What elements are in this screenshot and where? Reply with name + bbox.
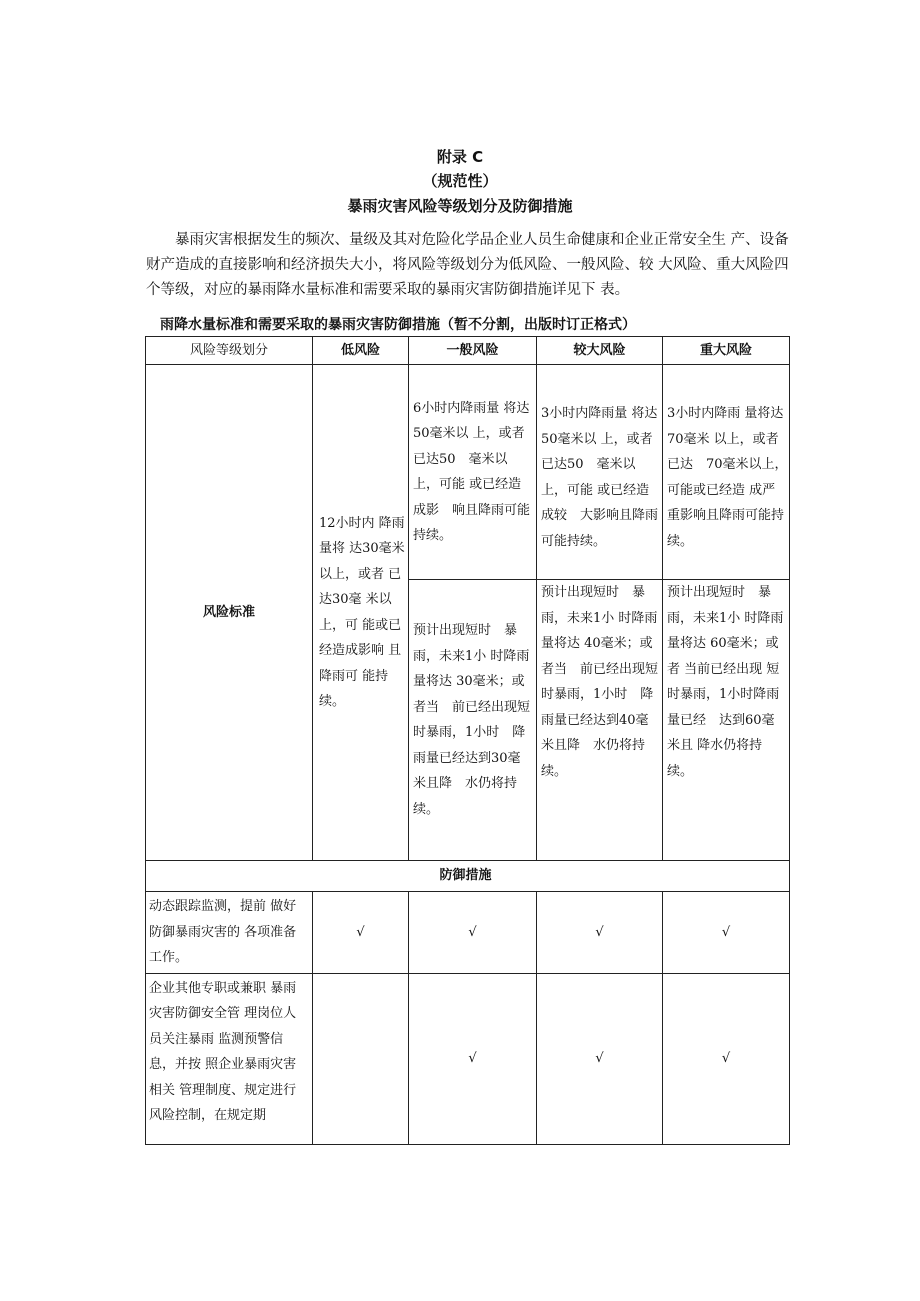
action-1-low-check: √ bbox=[313, 892, 409, 974]
measures-row bbox=[146, 861, 790, 892]
header-major: 较大风险 bbox=[537, 337, 663, 365]
action-1-text: 动态跟踪监测，提前 做好防御暴雨灾害的 各项准备工作。 bbox=[146, 892, 313, 974]
header-low: 低风险 bbox=[313, 337, 409, 365]
general-criteria-2: 预计出现短时 暴雨，未来1小 时降雨量将达 30毫米；或者当 前已经出现短 时暴雨，1小时 降雨量已经达到30毫米且降 水仍将持续。 bbox=[409, 580, 537, 861]
table-header-row bbox=[146, 337, 790, 365]
general-criteria-1: 6小时内降雨量 将达50毫米以 上，或者已达50 毫米以上，可能 或已经造成影 响且降雨可能 持续。 bbox=[409, 365, 537, 580]
action-2-low-empty bbox=[313, 973, 409, 1144]
appendix-label: 附录 C bbox=[436, 148, 484, 166]
low-criteria: 12小时内 降雨量将 达30毫米 以上，或者 已达30毫 米以上，可 能或已经造成影响 且降雨可 能持续。 bbox=[313, 365, 409, 861]
appendix-nature: （规范性） bbox=[422, 172, 498, 190]
action-row-1 bbox=[146, 892, 790, 974]
intro-paragraph: 暴雨灾害根据发生的频次、量级及其对危险化学品企业人员生命健康和企业正常安全生 产、设备财产造成的直接影响和经济损失大小，将风险等级划分为低风险、一般风险、较 大风险、重大风险四个等级，对应的暴雨降水量标准和需要采取的暴雨灾害防御措施详见下 表。 bbox=[146, 232, 789, 298]
action-2-general-check: √ bbox=[409, 973, 537, 1144]
criteria-row-1 bbox=[146, 365, 790, 580]
risk-table bbox=[145, 336, 795, 1145]
severe-criteria-2: 预计出现短时 暴雨，未来1小 时降雨量将达 60毫米；或者 当前已经出现 短时暴雨，1小时降雨量已经 达到60毫米且 降水仍将持续。 bbox=[663, 580, 790, 861]
severe-criteria-1: 3小时内降雨 量将达70毫米 以上，或者已达 70毫米以上， 可能或已经造 成严重影响且降雨可能持续。 bbox=[663, 365, 790, 580]
action-1-major-check: √ bbox=[537, 892, 663, 974]
action-2-major-check: √ bbox=[537, 973, 663, 1144]
action-2-severe-check: √ bbox=[663, 973, 790, 1144]
header-severe: 重大风险 bbox=[663, 337, 790, 365]
measures-label: 防御措施 bbox=[313, 861, 790, 892]
major-criteria-2: 预计出现短时 暴雨，未来1小 时降雨量将达 40毫米；或者当 前已经出现短 时暴雨，1小时 降雨量已经达到40毫米且降 水仍将持续。 bbox=[537, 580, 663, 861]
criteria-label: 风险标准 bbox=[146, 365, 313, 861]
action-1-severe-check: √ bbox=[663, 892, 790, 974]
appendix-title: 暴雨灾害风险等级划分及防御措施 bbox=[347, 197, 573, 215]
action-1-general-check: √ bbox=[409, 892, 537, 974]
header-general: 一般风险 bbox=[409, 337, 537, 365]
header-risk-level: 风险等级划分 bbox=[146, 337, 313, 365]
major-criteria-1: 3小时内降雨量 将达50毫米以 上，或者已达50 毫米以上，可能 或已经造成较 大影响且降雨 可能持续。 bbox=[537, 365, 663, 580]
action-2-text: 企业其他专职或兼职 暴雨灾害防御安全管 理岗位人员关注暴雨 监测预警信息，并按 照企业暴雨灾害相关 管理制度、规定进行 风险控制，在规定期 bbox=[146, 973, 313, 1144]
action-row-2 bbox=[146, 973, 790, 1144]
table-caption: 雨降水量标准和需要采取的暴雨灾害防御措施（暂不分割，出版时订正格式） bbox=[160, 317, 636, 333]
